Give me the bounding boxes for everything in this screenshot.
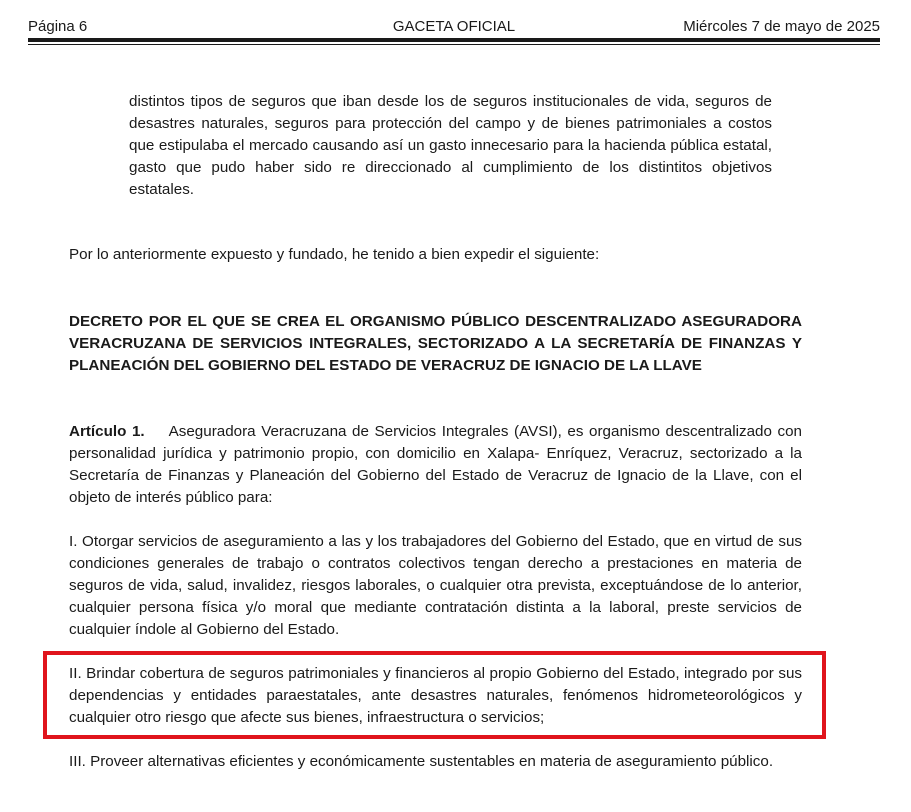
publication-name: GACETA OFICIAL bbox=[392, 18, 516, 35]
article-1 bbox=[69, 421, 802, 509]
intro-paragraph: Por lo anteriormente expuesto y fundado, he tenido a bien expedir el siguiente: bbox=[69, 246, 600, 263]
article-1-text: Aseguradora Veracruzana de Servicios Integrales (AVSI), es organismo descentralizado con personalidad jurídica y patrimonio propio, con domicilio en Xalapa- Enríquez, Veracruz, sectorizado a la Secretaría de Finanzas y Planeación del Gobierno del Estado de Veracruz de Ignacio de la Llave, con el objeto de interés público para: bbox=[69, 423, 802, 506]
continuation-paragraph: distintos tipos de seguros que iban desde los de seguros institucionales de vida, seguros de desastres naturales, seguros para protección del campo y de bienes patrimoniales a costos que estipulaba el mercado causando así un gasto innecesario para la hacienda pública estatal, gasto que pudo haber sido re direccionado al cumplimiento de los distintitos objetivos estatales. bbox=[129, 93, 772, 198]
page-number: Página 6 bbox=[28, 18, 88, 35]
header-rule-thin bbox=[28, 44, 880, 45]
page-header bbox=[28, 17, 880, 37]
fraction-1: I. Otorgar servicios de aseguramiento a las y los trabajadores del Gobierno del Estado, que en virtud de sus condiciones generales de trabajo o contratos colectivos tengan derecho a prestaciones en materia de seguros de vida, salud, invalidez, riesgos laborales, o cualquier otra prevista, exceptuándose de lo anterior, cualquier persona física y/o moral que mediante contratación distinta a la laboral, preste servicios de cualquier índole al Gobierno del Estado. bbox=[69, 533, 802, 638]
header-rule-thick bbox=[28, 38, 880, 42]
article-1-label: Artículo 1. bbox=[69, 423, 145, 440]
publication-date: Miércoles 7 de mayo de 2025 bbox=[683, 18, 880, 35]
decree-title: DECRETO POR EL QUE SE CREA EL ORGANISMO PÚBLICO DESCENTRALIZADO ASEGURADORA VERACRUZANA DE SERVICIOS INTEGRALES, SECTORIZADO A LA SECRETARÍA DE FINANZAS Y PLANEACIÓN DEL GOBIERNO DEL ESTADO DE VERACRUZ DE IGNACIO DE LA LLAVE bbox=[69, 313, 802, 374]
fraction-2: II. Brindar cobertura de seguros patrimoniales y financieros al propio Gobierno del Estado, integrado por sus dependencias y entidades paraestatales, ante desastres naturales, fenómenos hidrometeorológicos y cualquier otro riesgo que afecte sus bienes, infraestructura o servicios; bbox=[69, 665, 802, 726]
fraction-3: III. Proveer alternativas eficientes y económicamente sustentables en materia de aseguramiento público. bbox=[69, 753, 774, 770]
